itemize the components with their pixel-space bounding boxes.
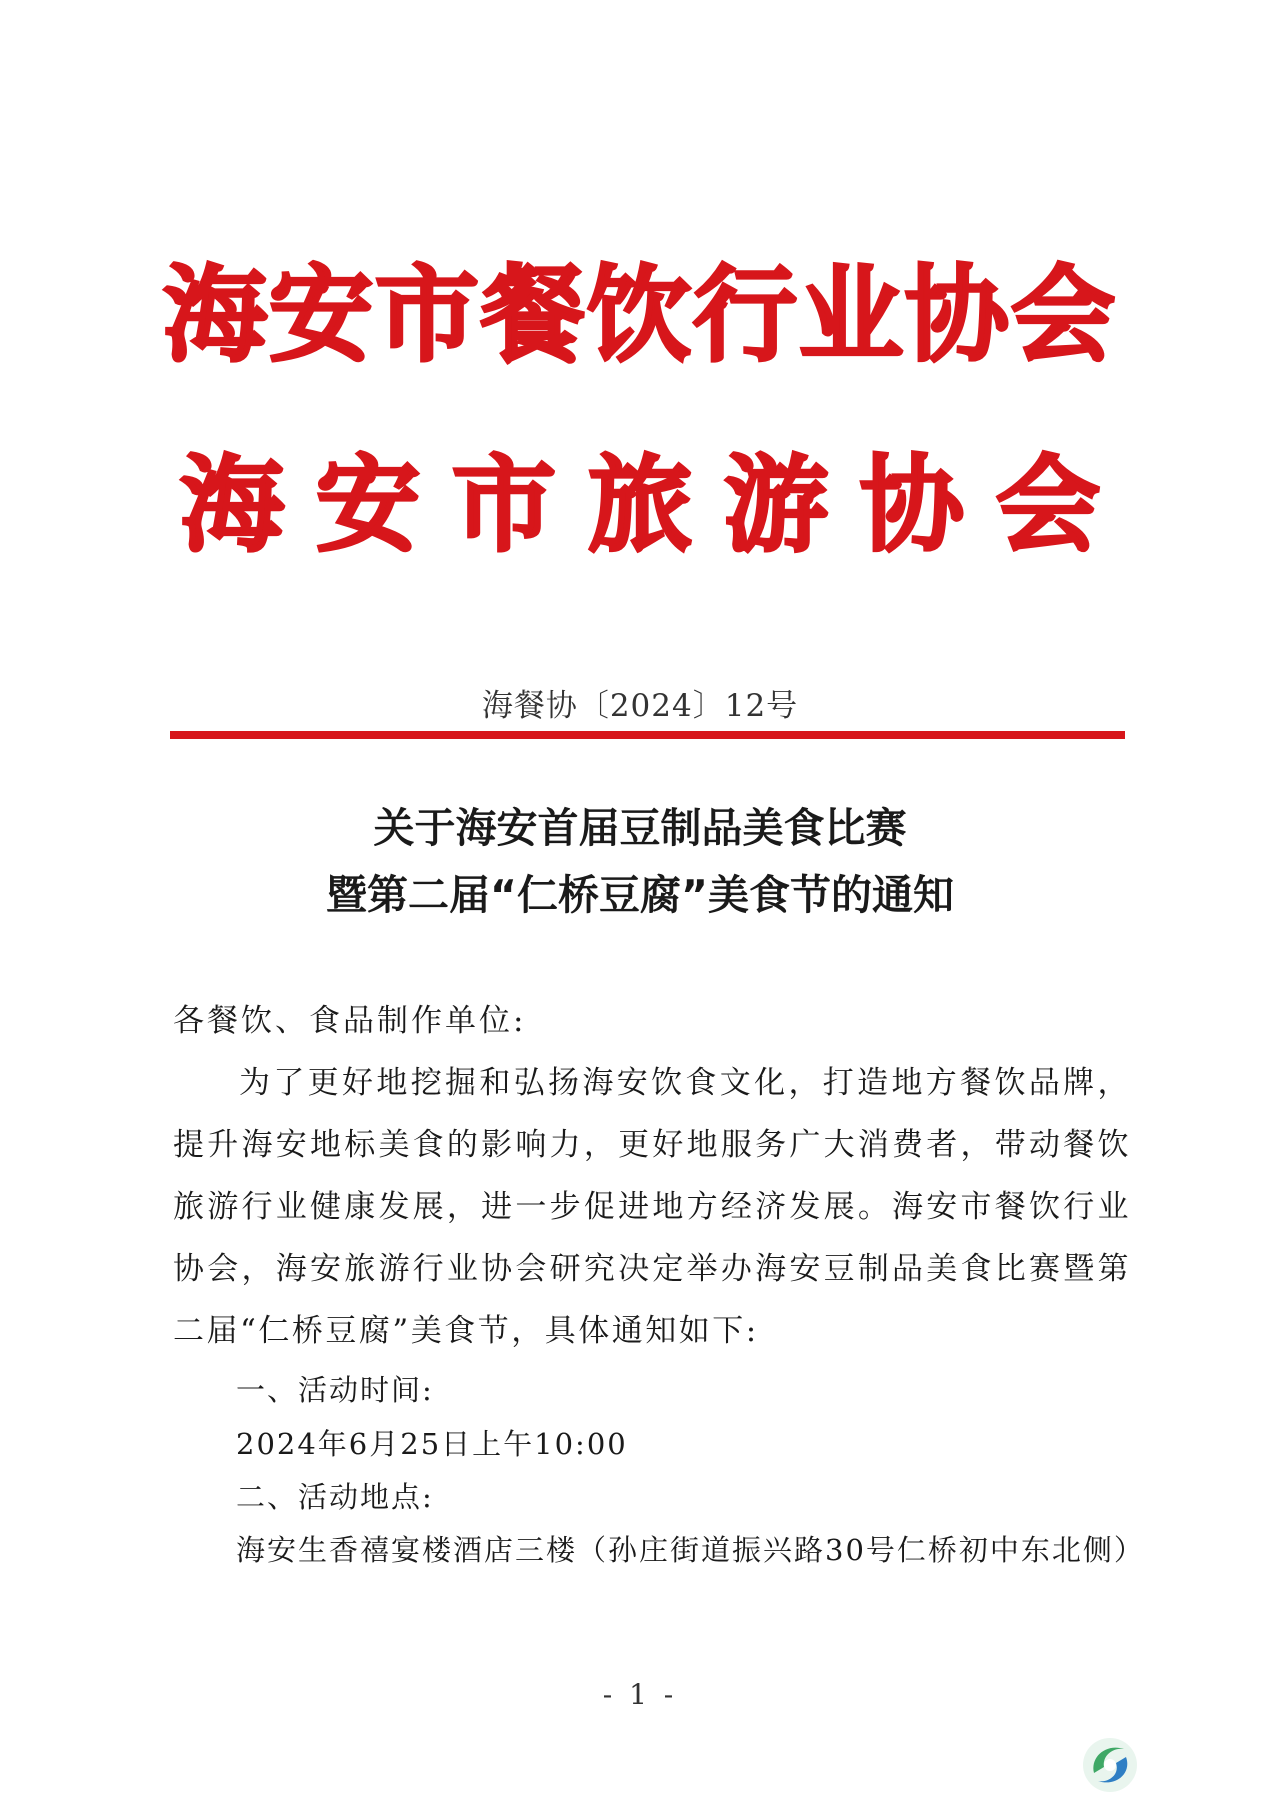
body-paragraph: 为了更好地挖掘和弘扬海安饮食文化，打造地方餐饮品牌，提升海安地标美食的影响力，更好地服务广大消费者，带动餐饮旅游行业健康发展，进一步促进地方经济发展。海安市餐饮行业协会，海安旅游行业协会研究决定举办海安豆制品美食比赛暨第二届“仁桥豆腐”美食节，具体通知如下: [173, 1065, 1131, 1349]
document-title-line-1: 关于海安首届豆制品美食比赛 [373, 804, 907, 852]
letterhead-org-line-1: 海安市餐饮行业协会 [162, 253, 1117, 376]
section-time-value: 2024年6月25日上午10:00 [236, 1427, 628, 1461]
salutation: 各餐饮、食品制作单位: [173, 1003, 527, 1039]
letterhead-org-line-2: 海安市旅游协会 [179, 443, 1132, 566]
document-title-line-2: 暨第二届“仁桥豆腐”美食节的通知 [326, 871, 954, 919]
red-divider-rule [170, 731, 1125, 739]
section-time-heading: 一、活动时间: [236, 1373, 434, 1407]
page-number: - 1 - [602, 1678, 678, 1711]
circular-swirl-logo-icon [1080, 1735, 1140, 1795]
section-place-heading: 二、活动地点: [236, 1480, 434, 1514]
document-number: 海餐协〔2024〕12号 [481, 688, 799, 724]
section-place-value: 海安生香禧宴楼酒店三楼（孙庄街道振兴路30号仁桥初中东北侧） [236, 1533, 1145, 1567]
